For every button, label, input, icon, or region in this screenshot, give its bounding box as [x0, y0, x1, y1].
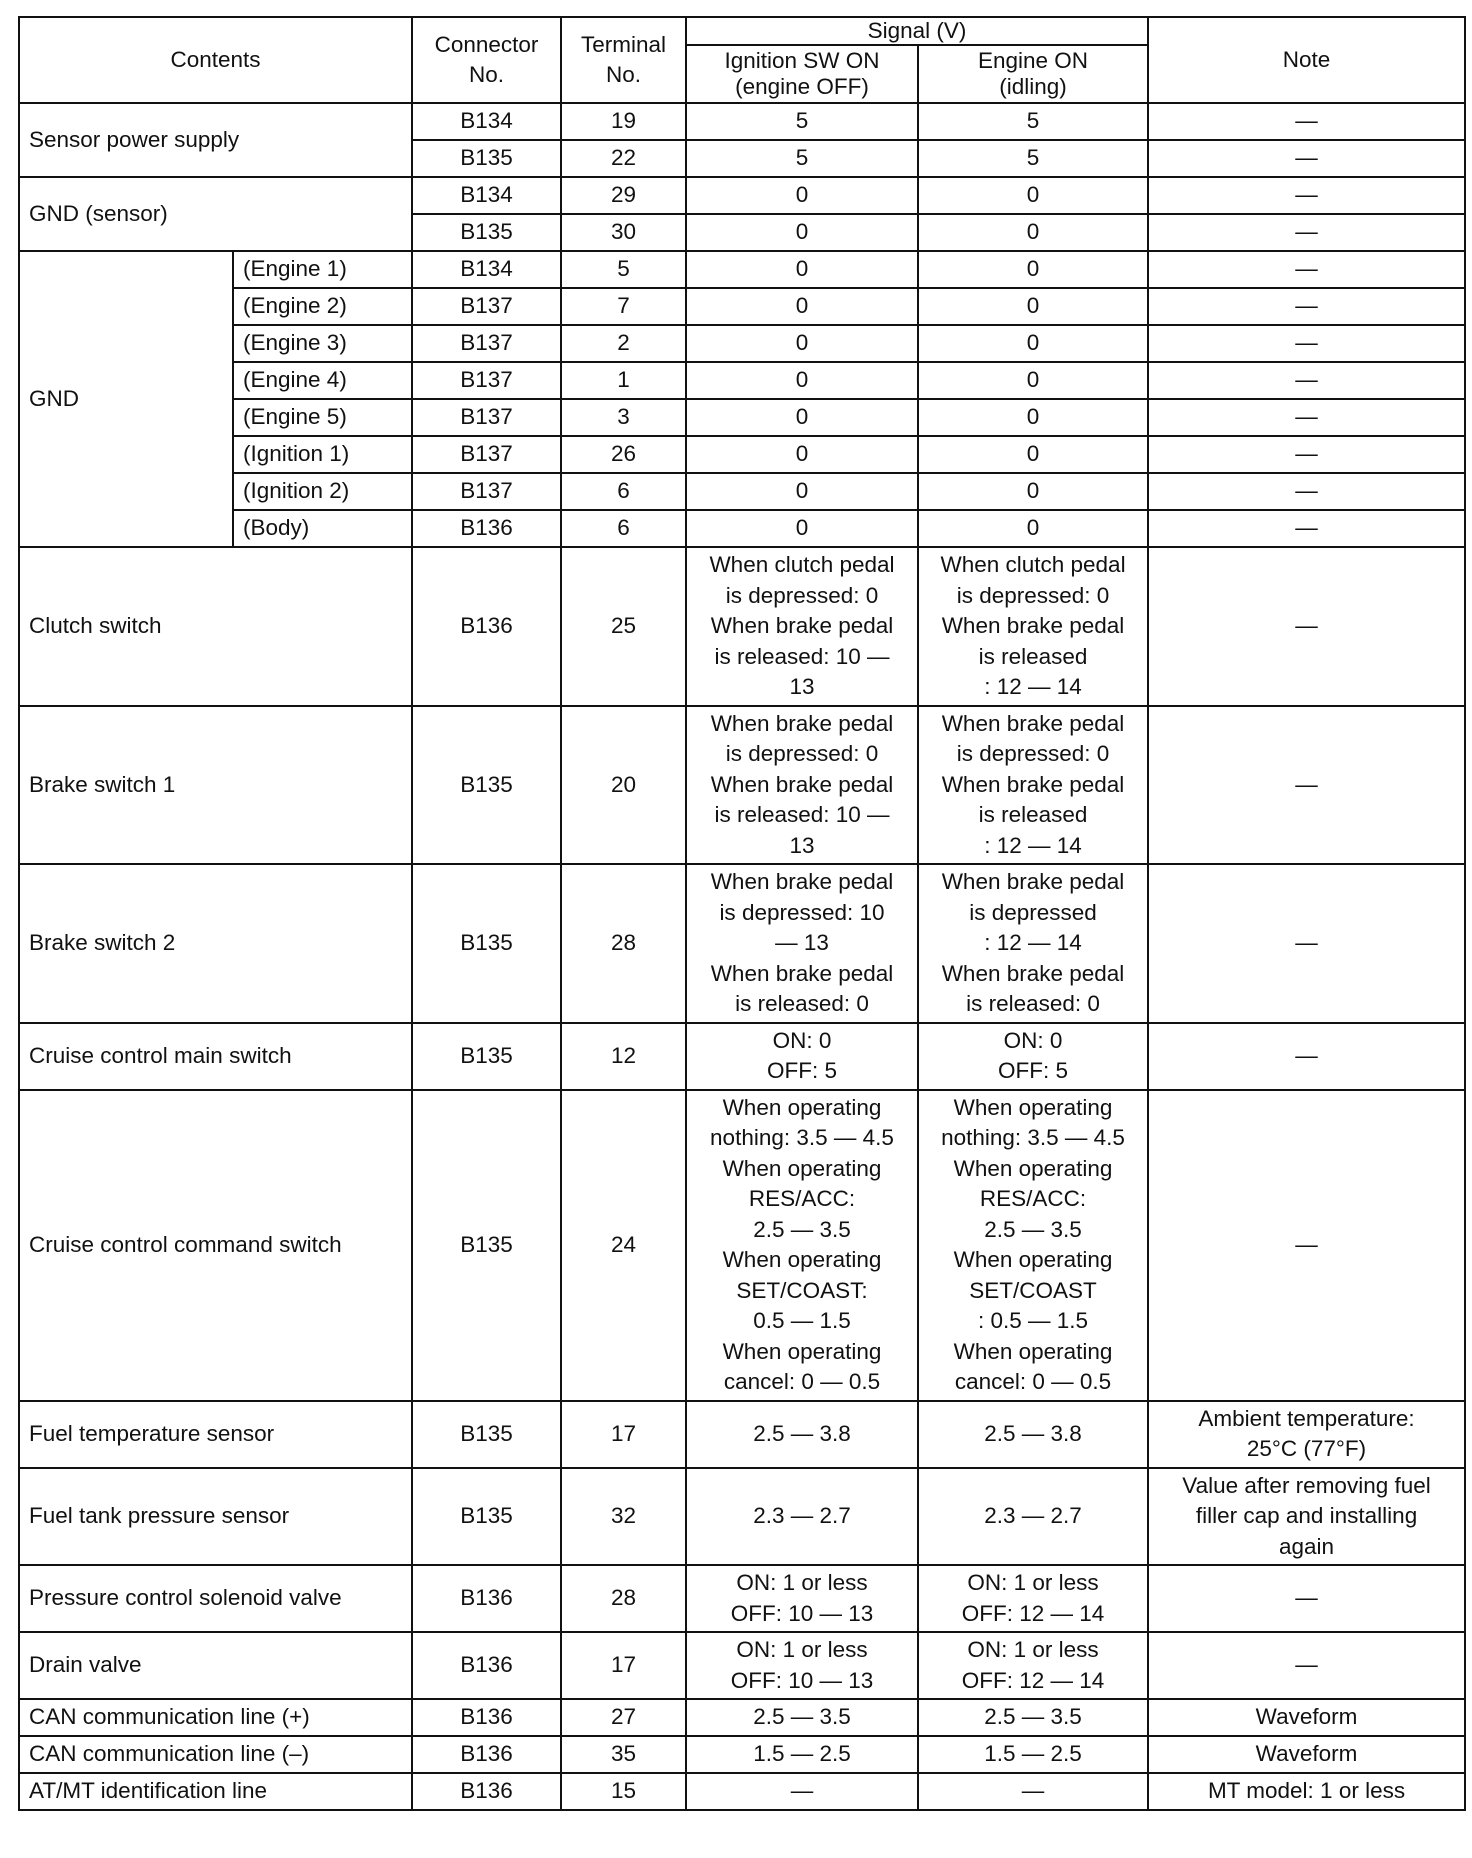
table-body: [19, 103, 1465, 1810]
engine-signal-cell: When clutch pedal is depressed: 0 When brake pedal is released : 12 — 14: [918, 547, 1148, 706]
sub-contents-cell: (Engine 1): [233, 251, 412, 288]
header-note: Note: [1148, 17, 1465, 103]
terminal-cell: 15: [561, 1773, 686, 1810]
terminal-cell: 3: [561, 399, 686, 436]
ignition-signal-cell: 0: [686, 362, 918, 399]
connector-cell: B135: [412, 1468, 561, 1566]
ignition-signal-cell: 0: [686, 399, 918, 436]
header-signal: Signal (V): [686, 17, 1148, 45]
engine-signal-cell: 0: [918, 288, 1148, 325]
connector-cell: B136: [412, 1773, 561, 1810]
connector-cell: B135: [412, 706, 561, 865]
terminal-cell: 32: [561, 1468, 686, 1566]
contents-cell: Fuel tank pressure sensor: [19, 1468, 412, 1566]
note-cell: MT model: 1 or less: [1148, 1773, 1465, 1810]
connector-cell: B136: [412, 1699, 561, 1736]
terminal-cell: 29: [561, 177, 686, 214]
sub-contents-cell: (Engine 5): [233, 399, 412, 436]
connector-cell: B135: [412, 1023, 561, 1090]
contents-cell: Brake switch 2: [19, 864, 412, 1023]
note-cell: —: [1148, 436, 1465, 473]
table-row: [19, 288, 1465, 325]
table-row: [19, 706, 1465, 865]
table-row: [19, 1468, 1465, 1566]
contents-cell: GND (sensor): [19, 177, 412, 251]
engine-signal-cell: 0: [918, 436, 1148, 473]
note-cell: —: [1148, 864, 1465, 1023]
connector-cell: B136: [412, 1736, 561, 1773]
connector-cell: B134: [412, 251, 561, 288]
table-row: [19, 1773, 1465, 1810]
ignition-signal-cell: 2.3 — 2.7: [686, 1468, 918, 1566]
ignition-signal-cell: 0: [686, 325, 918, 362]
table-row: [19, 103, 1465, 140]
terminal-cell: 17: [561, 1401, 686, 1468]
contents-cell: AT/MT identification line: [19, 1773, 412, 1810]
note-cell: —: [1148, 706, 1465, 865]
engine-signal-cell: 2.3 — 2.7: [918, 1468, 1148, 1566]
terminal-cell: 26: [561, 436, 686, 473]
table-row: [19, 177, 1465, 214]
note-cell: —: [1148, 1565, 1465, 1632]
note-cell: —: [1148, 103, 1465, 140]
ignition-signal-cell: 5: [686, 103, 918, 140]
sub-contents-cell: (Engine 2): [233, 288, 412, 325]
ignition-signal-cell: 0: [686, 251, 918, 288]
engine-signal-cell: 0: [918, 251, 1148, 288]
connector-cell: B136: [412, 547, 561, 706]
terminal-cell: 35: [561, 1736, 686, 1773]
terminal-cell: 6: [561, 510, 686, 547]
connector-cell: B137: [412, 325, 561, 362]
engine-signal-cell: 0: [918, 510, 1148, 547]
note-cell: —: [1148, 510, 1465, 547]
engine-signal-cell: 0: [918, 399, 1148, 436]
connector-cell: B135: [412, 214, 561, 251]
terminal-cell: 1: [561, 362, 686, 399]
connector-cell: B135: [412, 864, 561, 1023]
table-row: [19, 436, 1465, 473]
ignition-signal-cell: 1.5 — 2.5: [686, 1736, 918, 1773]
header-contents: Contents: [19, 17, 412, 103]
header-ignition-sw-on: Ignition SW ON (engine OFF): [686, 45, 918, 103]
table-row: [19, 510, 1465, 547]
table-row: [19, 547, 1465, 706]
engine-signal-cell: 0: [918, 325, 1148, 362]
terminal-cell: 27: [561, 1699, 686, 1736]
terminal-cell: 17: [561, 1632, 686, 1699]
header-engine-on: Engine ON (idling): [918, 45, 1148, 103]
ignition-signal-cell: 0: [686, 214, 918, 251]
engine-signal-cell: 1.5 — 2.5: [918, 1736, 1148, 1773]
note-cell: —: [1148, 362, 1465, 399]
connector-cell: B137: [412, 473, 561, 510]
connector-cell: B134: [412, 103, 561, 140]
note-cell: Waveform: [1148, 1699, 1465, 1736]
engine-signal-cell: ON: 0 OFF: 5: [918, 1023, 1148, 1090]
sub-contents-cell: (Engine 3): [233, 325, 412, 362]
ignition-signal-cell: 0: [686, 177, 918, 214]
ignition-signal-cell: 0: [686, 436, 918, 473]
note-cell: Value after removing fuel filler cap and installing again: [1148, 1468, 1465, 1566]
ignition-signal-cell: 0: [686, 510, 918, 547]
terminal-cell: 2: [561, 325, 686, 362]
note-cell: —: [1148, 251, 1465, 288]
ignition-signal-cell: When clutch pedal is depressed: 0 When brake pedal is released: 10 — 13: [686, 547, 918, 706]
note-cell: —: [1148, 1090, 1465, 1401]
table-row: [19, 473, 1465, 510]
engine-signal-cell: When brake pedal is depressed : 12 — 14 When brake pedal is released: 0: [918, 864, 1148, 1023]
ignition-signal-cell: 0: [686, 473, 918, 510]
note-cell: —: [1148, 399, 1465, 436]
note-cell: —: [1148, 547, 1465, 706]
engine-signal-cell: 5: [918, 103, 1148, 140]
header-connector: Connector No.: [412, 17, 561, 103]
engine-signal-cell: 0: [918, 473, 1148, 510]
sub-contents-cell: (Engine 4): [233, 362, 412, 399]
ignition-signal-cell: ON: 1 or less OFF: 10 — 13: [686, 1565, 918, 1632]
note-cell: —: [1148, 177, 1465, 214]
engine-signal-cell: ON: 1 or less OFF: 12 — 14: [918, 1565, 1148, 1632]
ignition-signal-cell: ON: 1 or less OFF: 10 — 13: [686, 1632, 918, 1699]
note-cell: —: [1148, 214, 1465, 251]
note-cell: —: [1148, 140, 1465, 177]
ignition-signal-cell: 2.5 — 3.8: [686, 1401, 918, 1468]
table-row: [19, 362, 1465, 399]
terminal-cell: 28: [561, 864, 686, 1023]
table-row: [19, 325, 1465, 362]
note-cell: —: [1148, 325, 1465, 362]
table-row: [19, 1699, 1465, 1736]
table-row: [19, 1023, 1465, 1090]
ignition-signal-cell: When operating nothing: 3.5 — 4.5 When operating RES/ACC: 2.5 — 3.5 When operating SET/COAST: 0.5 — 1.5 When operating cancel: 0 — 0.5: [686, 1090, 918, 1401]
contents-cell: Cruise control command switch: [19, 1090, 412, 1401]
note-cell: Waveform: [1148, 1736, 1465, 1773]
connector-cell: B134: [412, 177, 561, 214]
ignition-signal-cell: 0: [686, 288, 918, 325]
note-cell: —: [1148, 473, 1465, 510]
engine-signal-cell: 2.5 — 3.8: [918, 1401, 1148, 1468]
table-row: [19, 1090, 1465, 1401]
engine-signal-cell: 0: [918, 362, 1148, 399]
terminal-cell: 30: [561, 214, 686, 251]
header-terminal: Terminal No.: [561, 17, 686, 103]
terminal-cell: 20: [561, 706, 686, 865]
table-row: [19, 1401, 1465, 1468]
note-cell: Ambient temperature: 25°C (77°F): [1148, 1401, 1465, 1468]
engine-signal-cell: 0: [918, 177, 1148, 214]
contents-cell: Cruise control main switch: [19, 1023, 412, 1090]
engine-signal-cell: ON: 1 or less OFF: 12 — 14: [918, 1632, 1148, 1699]
signal-table: [18, 16, 1466, 1811]
table-row: [19, 1736, 1465, 1773]
engine-signal-cell: 2.5 — 3.5: [918, 1699, 1148, 1736]
contents-cell: CAN communication line (+): [19, 1699, 412, 1736]
connector-cell: B136: [412, 1565, 561, 1632]
contents-cell: Brake switch 1: [19, 706, 412, 865]
connector-cell: B135: [412, 1401, 561, 1468]
table-row: [19, 1565, 1465, 1632]
ignition-signal-cell: 2.5 — 3.5: [686, 1699, 918, 1736]
terminal-cell: 7: [561, 288, 686, 325]
ignition-signal-cell: When brake pedal is depressed: 0 When brake pedal is released: 10 — 13: [686, 706, 918, 865]
contents-cell: Drain valve: [19, 1632, 412, 1699]
connector-cell: B137: [412, 399, 561, 436]
connector-cell: B135: [412, 1090, 561, 1401]
engine-signal-cell: When brake pedal is depressed: 0 When brake pedal is released : 12 — 14: [918, 706, 1148, 865]
contents-cell: Sensor power supply: [19, 103, 412, 177]
terminal-cell: 28: [561, 1565, 686, 1632]
contents-cell: GND: [19, 251, 233, 547]
ignition-signal-cell: —: [686, 1773, 918, 1810]
connector-cell: B136: [412, 1632, 561, 1699]
table-row: [19, 251, 1465, 288]
sub-contents-cell: (Ignition 2): [233, 473, 412, 510]
terminal-cell: 5: [561, 251, 686, 288]
sub-contents-cell: (Body): [233, 510, 412, 547]
engine-signal-cell: 5: [918, 140, 1148, 177]
contents-cell: Pressure control solenoid valve: [19, 1565, 412, 1632]
connector-cell: B136: [412, 510, 561, 547]
terminal-cell: 22: [561, 140, 686, 177]
ignition-signal-cell: ON: 0 OFF: 5: [686, 1023, 918, 1090]
terminal-cell: 24: [561, 1090, 686, 1401]
terminal-cell: 12: [561, 1023, 686, 1090]
engine-signal-cell: 0: [918, 214, 1148, 251]
ignition-signal-cell: 5: [686, 140, 918, 177]
ignition-signal-cell: When brake pedal is depressed: 10 — 13 When brake pedal is released: 0: [686, 864, 918, 1023]
note-cell: —: [1148, 1023, 1465, 1090]
sub-contents-cell: (Ignition 1): [233, 436, 412, 473]
contents-cell: Clutch switch: [19, 547, 412, 706]
contents-cell: CAN communication line (–): [19, 1736, 412, 1773]
connector-cell: B137: [412, 362, 561, 399]
note-cell: —: [1148, 288, 1465, 325]
table-row: [19, 1632, 1465, 1699]
connector-cell: B135: [412, 140, 561, 177]
table-row: [19, 399, 1465, 436]
terminal-cell: 6: [561, 473, 686, 510]
table-row: [19, 864, 1465, 1023]
engine-signal-cell: When operating nothing: 3.5 — 4.5 When operating RES/ACC: 2.5 — 3.5 When operating SET/COAST : 0.5 — 1.5 When operating cancel: 0 — 0.5: [918, 1090, 1148, 1401]
note-cell: —: [1148, 1632, 1465, 1699]
terminal-cell: 25: [561, 547, 686, 706]
connector-cell: B137: [412, 288, 561, 325]
contents-cell: Fuel temperature sensor: [19, 1401, 412, 1468]
connector-cell: B137: [412, 436, 561, 473]
terminal-cell: 19: [561, 103, 686, 140]
engine-signal-cell: —: [918, 1773, 1148, 1810]
